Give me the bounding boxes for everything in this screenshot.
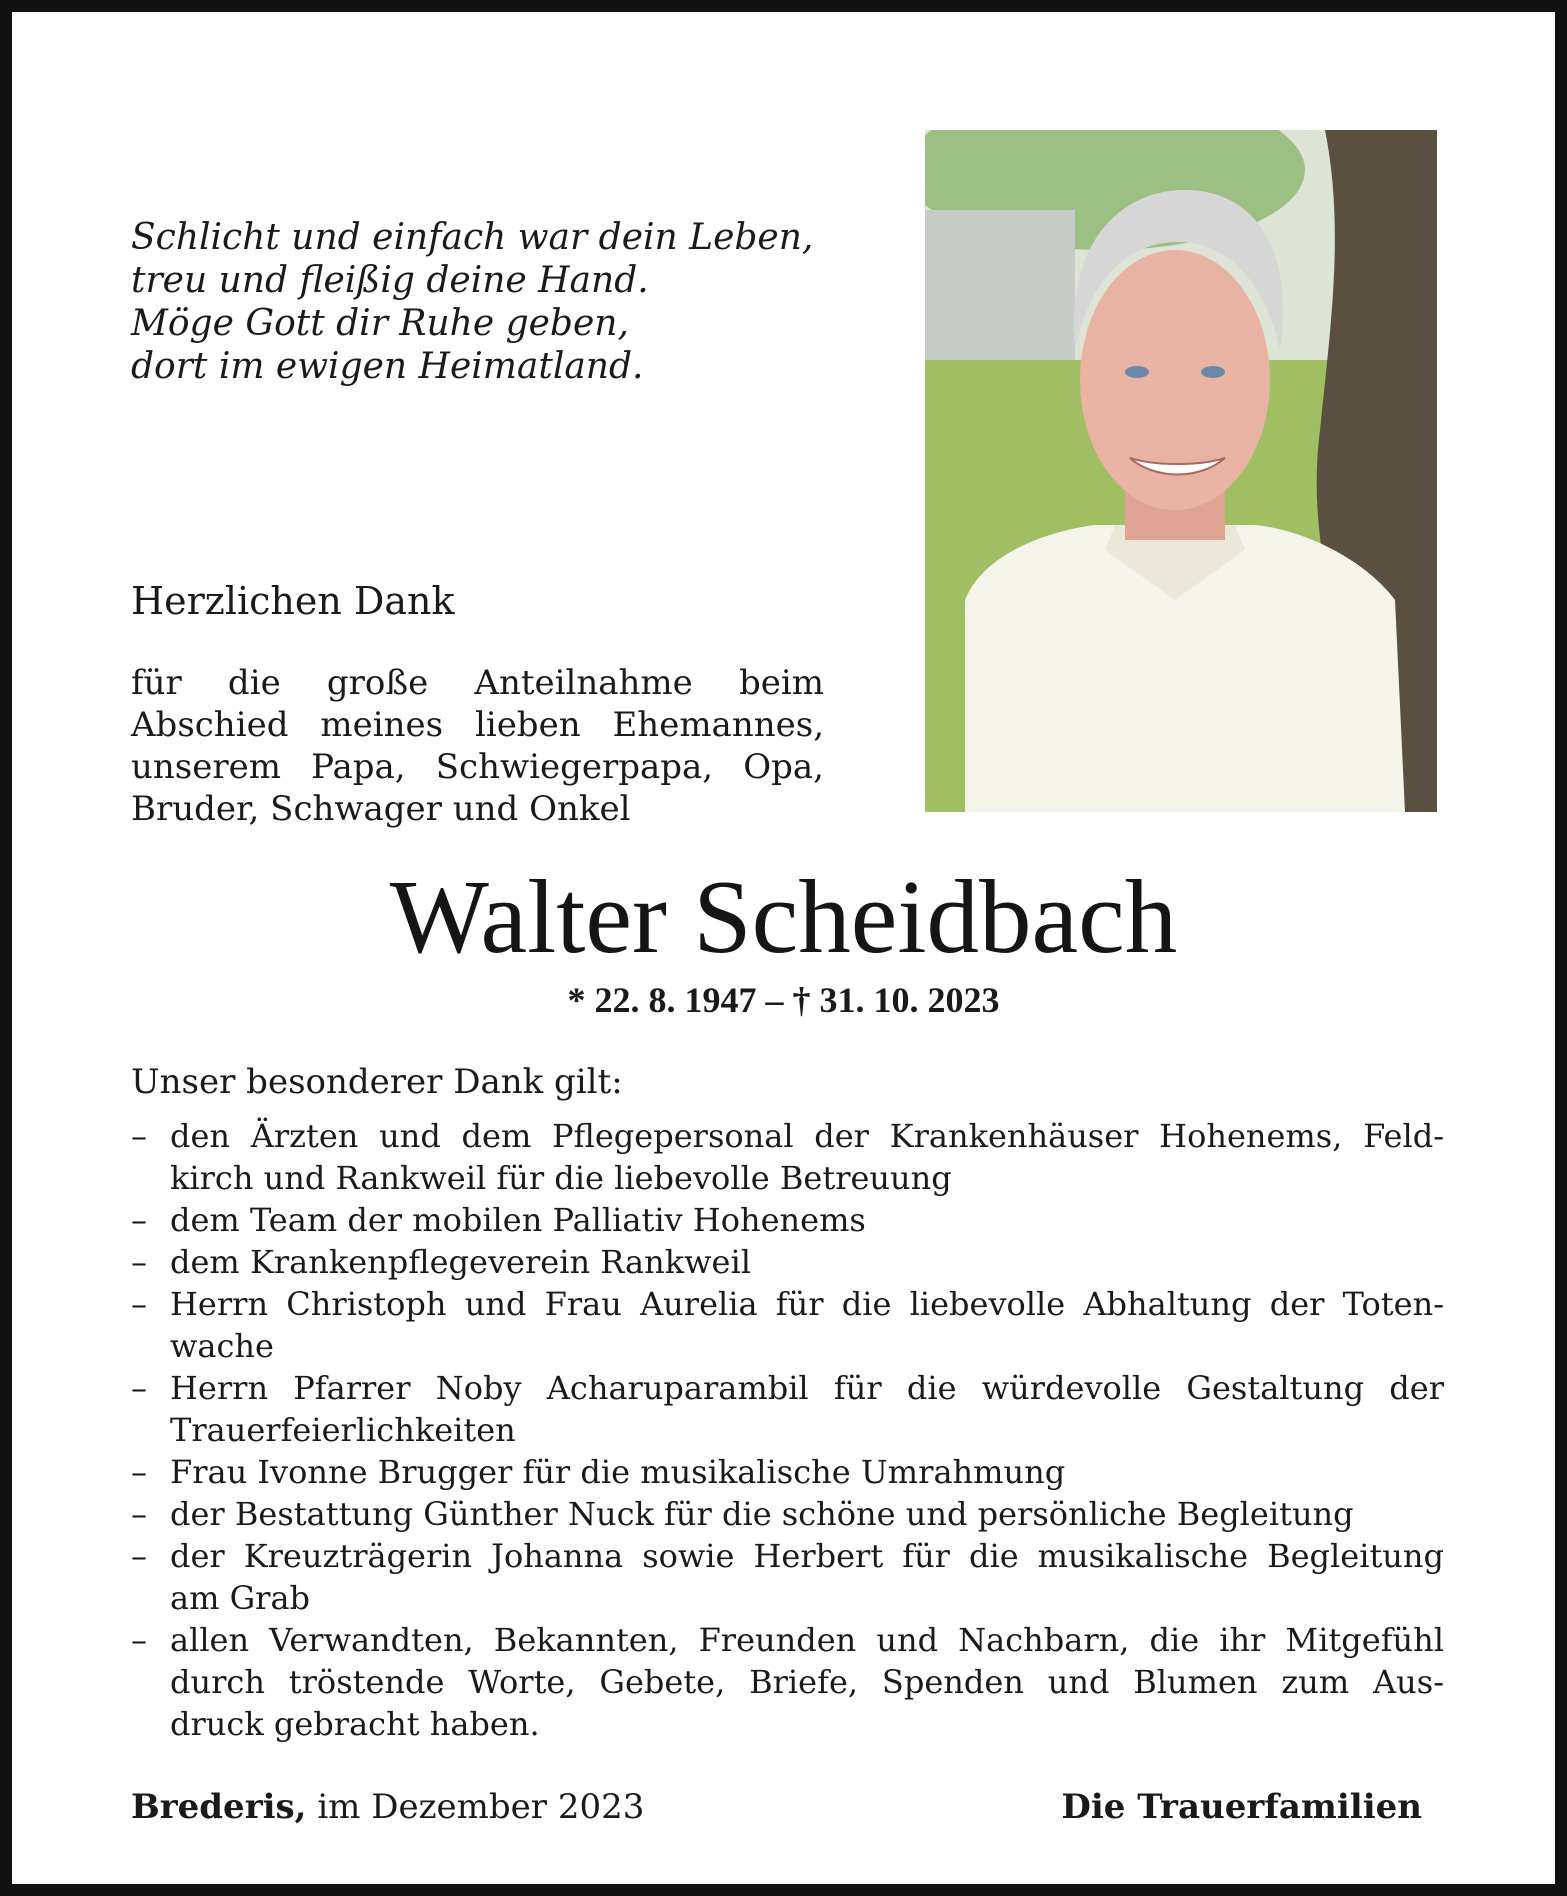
thanks-item-line: Frau Ivonne Brugger für die musikalische Umrahmung [170,1453,1066,1491]
intro-line: Abschied meines lieben Ehemannes, [131,705,824,745]
thanks-title: Herzlichen Dank [131,579,455,623]
list-dash: – [131,1621,147,1659]
thanks-list-item [131,1367,1444,1451]
poem [131,216,831,388]
poem-line: Möge Gott dir Ruhe geben, [131,303,629,344]
thanks-item-line: druck gebracht haben. [170,1705,540,1743]
footer-date: im Dezember 2023 [317,1787,645,1827]
thanks-item-line: wache [170,1327,274,1365]
intro-line: unserem Papa, Schwiegerpapa, Opa, [131,747,824,787]
list-dash: – [131,1495,147,1533]
thanks-item-line: der Kreuzträgerin Johanna sowie Herbert für die musikalische Begleitung [170,1537,1444,1575]
thanks-list-item [131,1241,1444,1283]
list-dash: – [131,1117,147,1155]
thanks-item-line: durch tröstende Worte, Gebete, Briefe, Spenden und Blumen zum Aus- [170,1663,1444,1701]
list-dash: – [131,1285,147,1323]
thanks-list [131,1115,1444,1745]
footer-place: Brederis, [131,1787,307,1827]
thanks-list-item [131,1451,1444,1493]
list-dash: – [131,1243,147,1281]
footer-signature: Die Trauerfamilien [1061,1787,1422,1827]
thanks-list-heading: Unser besonderer Dank gilt: [131,1062,623,1102]
list-dash: – [131,1453,147,1491]
thanks-list-item [131,1115,1444,1199]
thanks-item-line: dem Team der mobilen Palliativ Hohenems [170,1201,866,1239]
life-dates: * 22. 8. 1947 – † 31. 10. 2023 [567,980,1000,1020]
thanks-item-line: Herrn Christoph und Frau Aurelia für die liebevolle Abhaltung der Toten- [170,1285,1444,1323]
thanks-list-item [131,1199,1444,1241]
intro-line: für die große Anteilnahme beim [131,663,824,703]
photo-eye-left [1125,366,1149,378]
thanks-item-line: kirch und Rankweil für die liebevolle Betreuung [170,1159,952,1197]
poem-line: Schlicht und einfach war dein Leben, [131,217,814,258]
footer [131,1787,1422,1827]
portrait-image [925,130,1437,812]
thanks-item-line: am Grab [170,1579,311,1617]
poem-line: dort im ewigen Heimatland. [131,346,644,387]
thanks-list-item [131,1619,1444,1745]
thanks-list-item [131,1493,1444,1535]
portrait-photo [925,130,1437,812]
thanks-item-line: dem Krankenpflegeverein Rankweil [170,1243,751,1281]
thanks-item-line: den Ärzten und dem Pflegepersonal der Krankenhäuser Hohenems, Feld- [170,1117,1444,1155]
thanks-list-item [131,1283,1444,1367]
thanks-item-line: Trauerfeierlichkeiten [170,1411,516,1449]
poem-line: treu und fleißig deine Hand. [131,260,649,301]
intro-text [131,662,824,830]
list-dash: – [131,1537,147,1575]
thanks-item-line: Herrn Pfarrer Noby Acharuparambil für die würdevolle Gestaltung der [170,1369,1444,1407]
thanks-item-line: der Bestattung Günther Nuck für die schöne und persönliche Begleitung [170,1495,1354,1533]
deceased-name: Walter Scheidbach [389,858,1178,975]
list-dash: – [131,1369,147,1407]
list-dash: – [131,1201,147,1239]
photo-eye-right [1201,366,1225,378]
thanks-item-line: allen Verwandten, Bekannten, Freunden und Nachbarn, die ihr Mitgefühl [170,1621,1444,1659]
intro-line: Bruder, Schwager und Onkel [131,789,631,829]
photo-building [925,210,1075,360]
thanks-list-item [131,1535,1444,1619]
